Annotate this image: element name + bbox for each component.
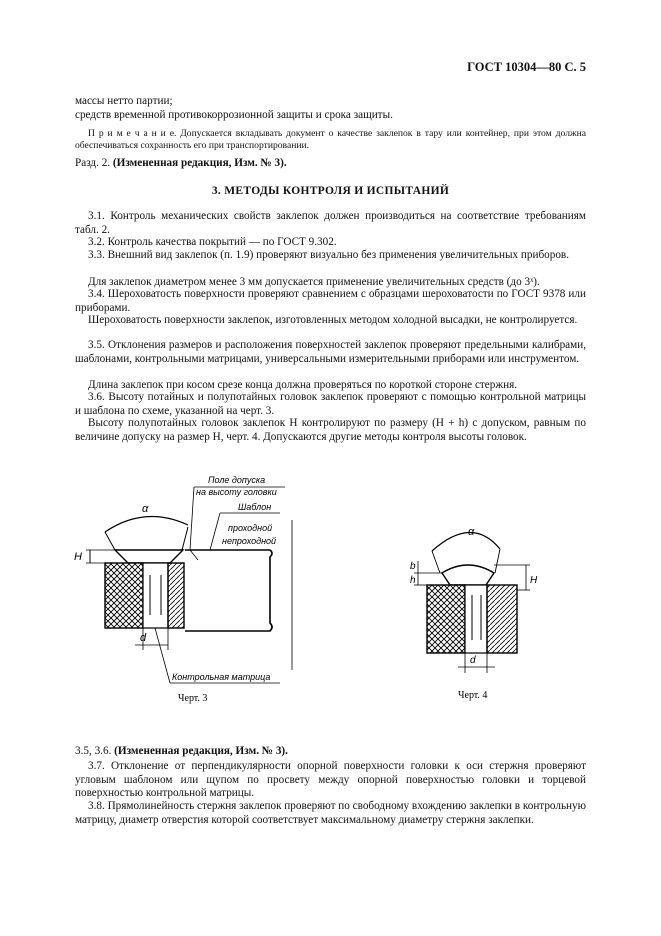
symbol-h: h — [410, 575, 416, 586]
symbol-alpha: α — [142, 503, 149, 515]
section-title: 3. МЕТОДЫ КОНТРОЛЯ И ИСПЫТАНИЙ — [211, 185, 450, 197]
rivet-shank — [143, 563, 168, 628]
para-3-7: 3.7. Отклонение от перпендикулярности опорной поверхности головки к оси стержня проверяют угловым шаблоном или щупом по просвету между опорной поверхностью головки и торцевой поверхностью контрольной матрицы. — [75, 760, 586, 800]
amendment-note — [75, 157, 586, 171]
label-control-matrix: Контрольная матрица — [172, 672, 271, 682]
amendment-bold: (Измененная редакция, Изм. № 3). — [112, 157, 287, 169]
para-3-4b: Шероховатость поверхности заклепок, изготовленных методом холодной высадки, не контролируется. — [88, 314, 578, 326]
rivet-head — [115, 550, 183, 563]
para-3-4: 3.4. Шероховатость поверхности проверяют сравнением с образцами шероховатости по ГОСТ 9378 или приборами. — [75, 288, 586, 314]
control-matrix — [105, 563, 143, 628]
text-line: средств временной противокоррозионной защиты и срока защиты. — [75, 109, 393, 121]
note: П р и м е ч а н и е. Допускается вкладывать документ о качестве заклепок в тару или контейнер, при этом должна обеспечиваться сохранность его при транспортировании. — [75, 128, 586, 152]
label-nogo: непроходной — [222, 536, 277, 546]
symbol-b: b — [410, 561, 416, 572]
rivet-head-4 — [442, 565, 494, 585]
label-tolerance-2: на высоту головки — [196, 487, 277, 497]
para-3-3b: Для заклепок диаметром менее 3 мм допускается применение увеличительных средств (до 3ˣ). — [88, 276, 540, 288]
symbol-alpha-4: α — [468, 526, 475, 538]
para-3-6b: Высоту полупотайных головок заклепок H контролируют по размеру (H + h) с допуском, равным по величине допуску на размер H, черт. 4. Допускаются другие методы контроля высоты головок. — [75, 417, 586, 443]
amendment-bold-2: (Измененная редакция, Изм. № 3). — [114, 745, 288, 757]
symbol-d-4: d — [470, 655, 476, 666]
caption-fig-3: Черт. 3 — [178, 693, 208, 704]
label-tolerance-1: Поле допуска — [208, 475, 266, 485]
para-3-1: 3.1. Контроль механических свойств заклепок должен производиться на соответствие требованиям табл. 2. — [75, 210, 586, 236]
template-hatched — [168, 563, 184, 628]
amendment-prefix-2: 3.5, 3.6. — [75, 745, 112, 757]
amendment-prefix: Разд. 2. — [75, 157, 111, 169]
angle-arc — [105, 516, 188, 532]
amendment-note-2 — [75, 745, 586, 759]
caption-fig-4: Черт. 4 — [458, 690, 488, 701]
angle-arc-4 — [432, 532, 500, 551]
label-go: проходной — [228, 523, 273, 533]
page-header: ГОСТ 10304—80 С. 5 — [467, 60, 586, 74]
para-3-5b: Длина заклепок при косом срезе конца должна проверяться по короткой стороне стержня. — [88, 379, 518, 391]
para-3-3: 3.3. Внешний вид заклепок (п. 1.9) проверяют визуально без применения увеличительных приборов. — [88, 249, 569, 261]
template-4 — [487, 585, 517, 653]
symbol-d: d — [140, 632, 147, 644]
template-body — [185, 550, 272, 631]
symbol-H-4: H — [530, 575, 538, 586]
para-3-8: 3.8. Прямолинейность стержня заклепок проверяют по свободному вхождению заклепки в контрольную матрицу, диаметр отверстия которой соответствует максимальному диаметру стержня заклепки. — [75, 800, 586, 826]
matrix-4 — [427, 585, 465, 653]
figure-4 — [410, 526, 538, 701]
para-3-2: 3.2. Контроль качества покрытий — по ГОСТ 9.302. — [88, 236, 337, 248]
label-template: Шаблон — [238, 502, 272, 512]
symbol-H: H — [74, 551, 82, 563]
para-3-5: 3.5. Отклонения размеров и расположения поверхностей заклепок проверяют предельными калибрами, шаблонами, контрольными матрицами, универсальными измерительными приборами или инструментом. — [75, 339, 586, 365]
text-line: массы нетто партии; — [75, 95, 173, 107]
para-3-6: 3.6. Высоту потайных и полупотайных головок заклепок проверяют с помощью контрольной матрицы и шаблона по схеме, указанной на черт. 3. — [75, 391, 586, 417]
figures — [60, 465, 600, 725]
shank-4 — [465, 585, 487, 653]
figure-3 — [74, 475, 292, 704]
